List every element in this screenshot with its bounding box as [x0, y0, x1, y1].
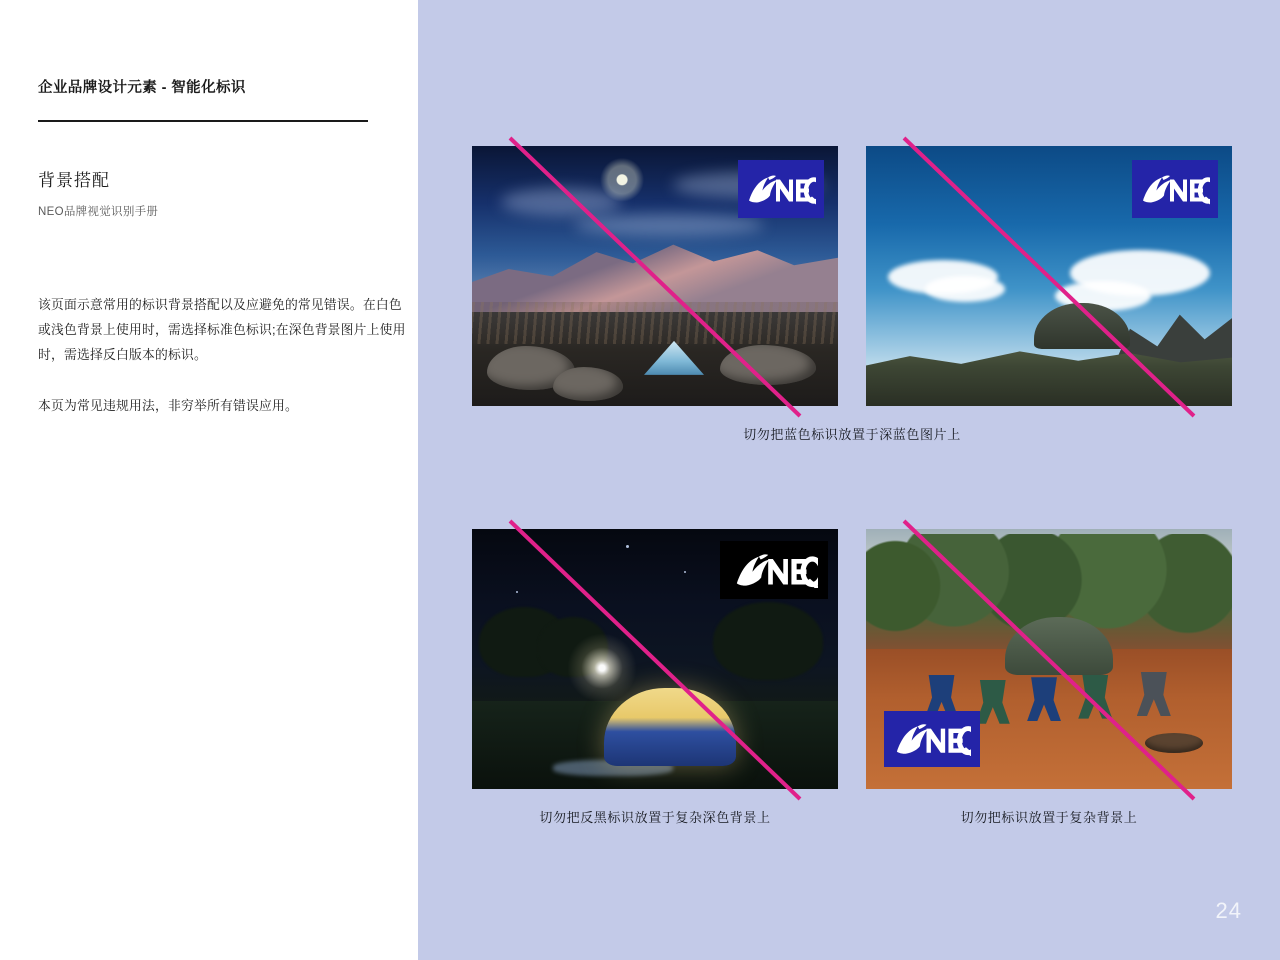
example-card-1: [472, 146, 838, 406]
example-card-3: [472, 529, 838, 826]
neo-logo-icon: [893, 722, 971, 756]
caption-example-4: 切勿把标识放置于复杂背景上: [960, 810, 1138, 825]
neo-logo-icon: [1140, 172, 1210, 206]
body-paragraph-1: 该页面示意常用的标识背景搭配以及应避免的常见错误。在白色或浅色背景上使用时，需选择标准色标识;在深色背景图片上使用时，需选择反白版本的标识。: [38, 297, 406, 363]
light-flare: [567, 633, 637, 703]
examples-row-2: [472, 529, 1232, 826]
examples-row-1: [472, 146, 1232, 406]
cloud-shape: [574, 214, 764, 236]
tree: [713, 602, 823, 680]
example-card-4: [866, 529, 1232, 826]
body-paragraph-2: 本页为常见违规用法，非穷举所有错误应用。: [38, 398, 298, 414]
example-photo-wrap-1: [472, 146, 838, 406]
caption-example-3: 切勿把反黑标识放置于复杂深色背景上: [539, 810, 771, 825]
photo-red-desert-campsite: [866, 529, 1232, 789]
page-title: 企业品牌设计元素 - 智能化标识: [38, 80, 246, 96]
page-number: 24: [1215, 898, 1242, 923]
logo-badge-blue: [884, 711, 980, 767]
example-photo-wrap-4: [866, 529, 1232, 789]
neo-logo-icon: [730, 552, 818, 588]
section-subtitle: NEO品牌视觉识别手册: [38, 206, 159, 219]
caption-row-1: 切勿把蓝色标识放置于深蓝色图片上: [743, 427, 961, 442]
example-photo-wrap-2: [866, 146, 1232, 406]
brush-field: [472, 302, 838, 344]
title-divider: [38, 120, 368, 122]
section-title: 背景搭配: [38, 171, 110, 191]
neo-logo-icon: [746, 172, 816, 206]
logo-badge-blue: [1132, 160, 1218, 218]
star: [516, 591, 518, 593]
cloud-shape: [925, 276, 1005, 302]
photo-night-camp-glowing-tent: [472, 529, 838, 789]
left-text-panel: [0, 0, 418, 960]
star: [626, 545, 629, 548]
right-visual-panel: [418, 0, 1280, 960]
body-copy: [38, 293, 408, 419]
logo-badge-black: [720, 541, 828, 599]
example-photo-wrap-3: [472, 529, 838, 789]
fire-pit: [1145, 733, 1203, 753]
example-card-2: [866, 146, 1232, 406]
star: [684, 571, 686, 573]
examples-grid: [472, 146, 1232, 826]
logo-badge-blue: [738, 160, 824, 218]
photo-blue-sky-ridge-tent: [866, 146, 1232, 406]
photo-snowy-mountain-night-camp: [472, 146, 838, 406]
cloud-shape: [501, 188, 621, 216]
star: [545, 555, 547, 557]
